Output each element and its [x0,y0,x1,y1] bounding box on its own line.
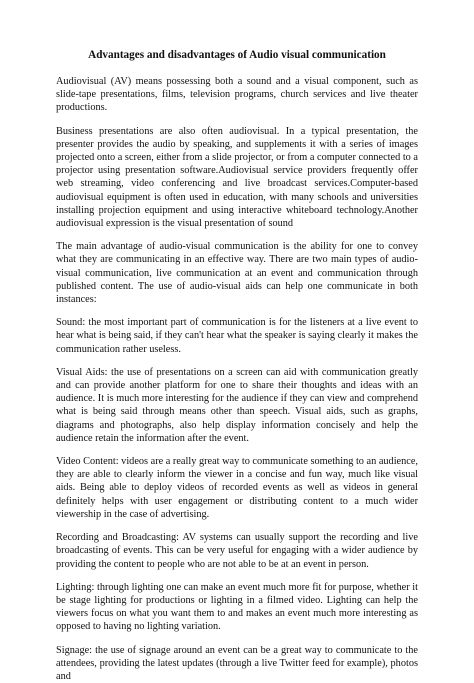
paragraph-intro: Audiovisual (AV) means possessing both a sound and a visual component, such as slide-tape presentations, films, television programs, church services and live theater productions. [56,76,418,114]
paragraph-video-content: Video Content: videos are a really great way to communicate something to an audience, they are able to clearly inform the viewer in a concise and fun way, much like visual aids. Being able to deploy videos of recorded events as well as videos in general definitely helps with user engagement or distributing content to a much wider viewership in the case of advertising. [56,456,418,520]
document-title: Advantages and disadvantages of Audio visual communication [88,49,386,61]
paragraph-visual-aids: Visual Aids: the use of presentations on a screen can aid with communication greatly and can provide another platform for one to share their thoughts and ideas with an audience. It is much more interesting for the audience if they can view and comprehend what is being said through means other than speech. Visual aids, such as graphs, diagrams and photographs, also help display information concisely and help the audience retain the information after the event. [56,366,418,444]
paragraph-sound: Sound: the most important part of communication is for the listeners at a live event to hear what is being said, if they can't hear what the speaker is saying clearly it makes the communication rather useless. [56,317,418,355]
paragraph-recording-broadcasting: Recording and Broadcasting: AV systems can usually support the recording and live broadcasting of events. This can be very useful for engaging with a wider audience by providing the content to people who are not able to be at an event in person. [56,532,418,570]
paragraph-lighting: Lighting: through lighting one can make an event much more fit for purpose, whether it be stage lighting for productions or lighting in a filmed video. Lighting can help the viewers focus on what you want them to and makes an event much more interesting as opposed to having no lighting variation. [56,581,418,633]
paragraph-signage: Signage: the use of signage around an event can be a great way to communicate to the attendees, providing the latest updates (through a live Twitter feed for example), photos and [56,644,418,682]
paragraph-business-presentations: Business presentations are also often audiovisual. In a typical presentation, the presenter provides the audio by speaking, and supplements it with a series of images projected onto a screen, either from a slide projector, or from a computer connected to a projector using presentation software.Audiovisual service providers frequently offer web streaming, video conferencing and live broadcast services.Computer-based audiovisual equipment is often used in education, with many schools and universities installing projection equipment and using interactive whiteboard technology.Another audiovisual expression is the visual presentation of sound [56,125,418,230]
paragraph-main-advantage: The main advantage of audio-visual communication is the ability for one to convey what they are communicating in an effective way. There are two main types of audio-visual communication, live communication at an event and communication through published content. The use of audio-visual aids can help one communicate in both instances: [56,241,418,306]
